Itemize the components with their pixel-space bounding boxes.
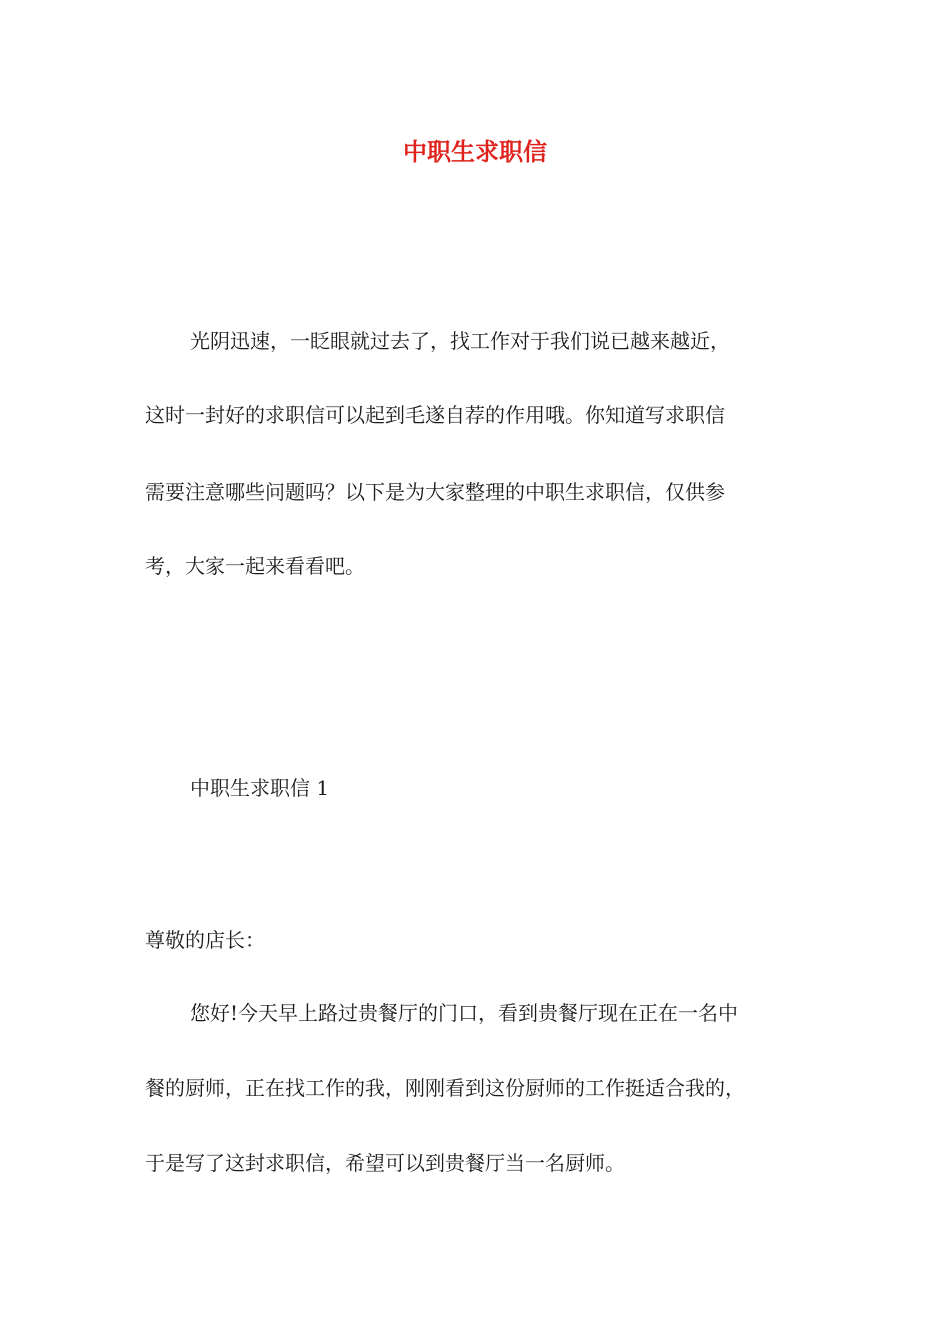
intro-line: 需要注意哪些问题吗？以下是为大家整理的中职生求职信，仅供参 (145, 480, 725, 504)
body-line: 餐的厨师，正在找工作的我，刚刚看到这份厨师的工作挺适合我的， (145, 1076, 745, 1100)
section-heading: 中职生求职信 1 (190, 776, 330, 800)
intro-line: 考，大家一起来看看吧。 (145, 554, 365, 578)
intro-line: 光阴迅速，一眨眼就过去了，找工作对于我们说已越来越近， (190, 329, 730, 353)
salutation: 尊敬的店长： (145, 928, 265, 952)
document-title: 中职生求职信 (403, 137, 547, 166)
body-line: 您好!今天早上路过贵餐厅的门口，看到贵餐厅现在正在一名中 (190, 1001, 739, 1025)
body-line: 于是写了这封求职信，希望可以到贵餐厅当一名厨师。 (145, 1151, 625, 1175)
intro-line: 这时一封好的求职信可以起到毛遂自荐的作用哦。你知道写求职信 (145, 403, 725, 427)
